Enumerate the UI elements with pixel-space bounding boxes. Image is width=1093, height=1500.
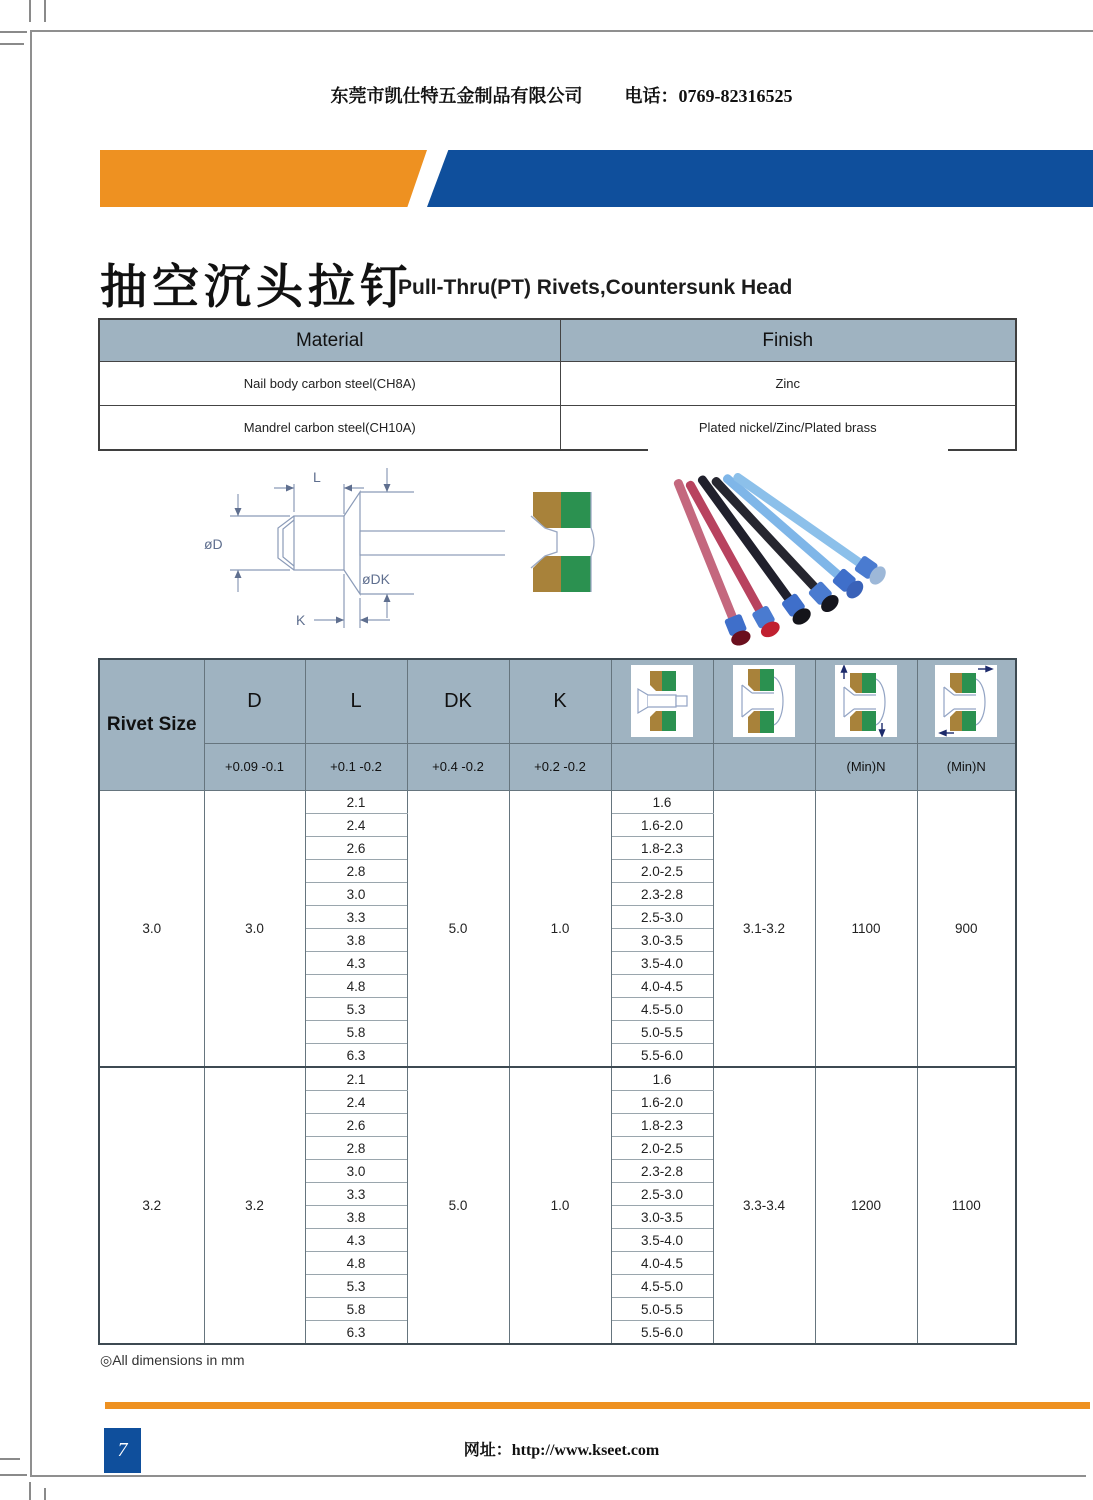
- drill-range-value: 3.3-3.4: [713, 1067, 815, 1344]
- material-finish-table: [98, 318, 1017, 451]
- crop-mark: [0, 1474, 27, 1476]
- tensile-strength-value: 1100: [815, 791, 917, 1068]
- grip-range-value: 3.0-3.5: [611, 1206, 713, 1229]
- grip-range-value: 3.0-3.5: [611, 929, 713, 952]
- l-value: 2.1: [305, 1067, 407, 1091]
- l-value: 4.3: [305, 952, 407, 975]
- grip-range-value: 5.0-5.5: [611, 1021, 713, 1044]
- tolerance-dk: +0.4 -0.2: [407, 743, 509, 790]
- page-title-chinese: 抽空沉头拉钉: [100, 260, 412, 313]
- grip-range-value: 3.5-4.0: [611, 952, 713, 975]
- grip-range-value: 2.0-2.5: [611, 860, 713, 883]
- grip-range-value: 1.6: [611, 791, 713, 814]
- l-value: 6.3: [305, 1044, 407, 1068]
- rivet-tensile-icon: [836, 665, 896, 737]
- grip-range-value: 4.0-4.5: [611, 1252, 713, 1275]
- installed-rivet-section-figure: [505, 472, 615, 612]
- l-value: 3.3: [305, 906, 407, 929]
- col-header-d: D: [204, 659, 305, 743]
- grip-range-value: 4.5-5.0: [611, 998, 713, 1021]
- grip-range-value: 4.0-4.5: [611, 975, 713, 998]
- grip-range-value: 5.0-5.5: [611, 1298, 713, 1321]
- crop-mark: [29, 0, 31, 22]
- crop-mark: [44, 0, 46, 22]
- l-value: 3.8: [305, 929, 407, 952]
- page-number-badge: 7: [104, 1428, 141, 1473]
- l-value: 2.8: [305, 1137, 407, 1160]
- crop-mark: [0, 43, 24, 45]
- l-value: 4.8: [305, 975, 407, 998]
- dk-value: 5.0: [407, 791, 509, 1068]
- page-border-top: [30, 30, 1093, 32]
- finish-header: Finish: [560, 319, 1016, 362]
- k-value: 1.0: [509, 1067, 611, 1344]
- grip-range-value: 4.5-5.0: [611, 1275, 713, 1298]
- rivet-size-value: 3.0: [99, 791, 204, 1068]
- page-border-bottom: [30, 1475, 1086, 1477]
- l-value: 2.6: [305, 837, 407, 860]
- l-value: 5.8: [305, 1298, 407, 1321]
- rivet-spec-table: [98, 658, 1017, 1345]
- rivet-inserted-icon: [632, 665, 692, 737]
- dim-label-L: L: [313, 469, 321, 485]
- grip-range-value: 2.5-3.0: [611, 1183, 713, 1206]
- l-value: 6.3: [305, 1321, 407, 1345]
- banner-orange-stripe: [100, 150, 427, 207]
- l-value: 3.0: [305, 1160, 407, 1183]
- rivet-size-value: 3.2: [99, 1067, 204, 1344]
- rivet-set-icon: [734, 665, 794, 737]
- l-value: 3.0: [305, 883, 407, 906]
- tolerance-drill: [713, 743, 815, 790]
- dk-value: 5.0: [407, 1067, 509, 1344]
- dimensions-footnote: ◎All dimensions in mm: [100, 1352, 245, 1368]
- col-header-rivet-size: Rivet Size: [99, 659, 204, 791]
- l-value: 3.8: [305, 1206, 407, 1229]
- k-value: 1.0: [509, 791, 611, 1068]
- company-phone: 电话：0769-82316525: [624, 86, 793, 106]
- grip-range-value: 2.3-2.8: [611, 1160, 713, 1183]
- shear-strength-value: 900: [917, 791, 1016, 1068]
- drill-range-value: 3.1-3.2: [713, 791, 815, 1068]
- dim-label-DK: øDK: [362, 571, 390, 587]
- grip-range-value: 2.5-3.0: [611, 906, 713, 929]
- dim-label-D: øD: [204, 536, 223, 552]
- col-header-k: K: [509, 659, 611, 743]
- l-value: 2.4: [305, 814, 407, 837]
- page-title-english: Pull-Thru(PT) Rivets,Countersunk Head: [398, 276, 793, 299]
- l-value: 2.6: [305, 1114, 407, 1137]
- material-cell: Mandrel carbon steel(CH10A): [99, 406, 560, 451]
- tolerance-l: +0.1 -0.2: [305, 743, 407, 790]
- l-value: 2.8: [305, 860, 407, 883]
- d-value: 3.0: [204, 791, 305, 1068]
- l-value: 5.3: [305, 998, 407, 1021]
- l-value: 3.3: [305, 1183, 407, 1206]
- grip-range-value: 1.8-2.3: [611, 1114, 713, 1137]
- tolerance-d: +0.09 -0.1: [204, 743, 305, 790]
- l-value: 4.3: [305, 1229, 407, 1252]
- crop-mark: [29, 1482, 31, 1500]
- grip-range-value: 1.6-2.0: [611, 814, 713, 837]
- dim-label-K: K: [296, 612, 306, 628]
- page-border-left: [30, 30, 32, 1476]
- l-value: 2.1: [305, 791, 407, 814]
- footer-website: 网址：http://www.kseet.com: [463, 1442, 660, 1459]
- material-cell: Nail body carbon steel(CH8A): [99, 362, 560, 406]
- col-header-shear-diagram: [917, 659, 1016, 743]
- l-value: 5.8: [305, 1021, 407, 1044]
- grip-range-value: 5.5-6.0: [611, 1321, 713, 1345]
- col-header-tensile-diagram: [815, 659, 917, 743]
- d-value: 3.2: [204, 1067, 305, 1344]
- tolerance-grip: [611, 743, 713, 790]
- grip-range-value: 1.6-2.0: [611, 1091, 713, 1114]
- unit-tensile: (Min)N: [815, 743, 917, 790]
- company-header: [30, 82, 1093, 108]
- l-value: 5.3: [305, 1275, 407, 1298]
- finish-cell: Plated nickel/Zinc/Plated brass: [560, 406, 1016, 451]
- col-header-dk: DK: [407, 659, 509, 743]
- crop-mark: [0, 31, 27, 33]
- material-header: Material: [99, 319, 560, 362]
- footer-accent-bar: [105, 1402, 1090, 1409]
- rivet-shear-icon: [936, 665, 996, 737]
- rivet-product-photo: [648, 448, 948, 658]
- shear-strength-value: 1100: [917, 1067, 1016, 1344]
- grip-range-value: 2.0-2.5: [611, 1137, 713, 1160]
- col-header-grip-diagram: [611, 659, 713, 743]
- l-value: 4.8: [305, 1252, 407, 1275]
- company-name: 东莞市凯仕特五金制品有限公司: [330, 86, 583, 106]
- crop-mark: [44, 1488, 46, 1500]
- banner-blue-stripe: [427, 150, 1093, 207]
- tolerance-k: +0.2 -0.2: [509, 743, 611, 790]
- grip-range-value: 5.5-6.0: [611, 1044, 713, 1068]
- unit-shear: (Min)N: [917, 743, 1016, 790]
- grip-range-value: 2.3-2.8: [611, 883, 713, 906]
- col-header-l: L: [305, 659, 407, 743]
- finish-cell: Zinc: [560, 362, 1016, 406]
- col-header-set-diagram: [713, 659, 815, 743]
- grip-range-value: 1.8-2.3: [611, 837, 713, 860]
- crop-mark: [0, 1458, 20, 1460]
- tensile-strength-value: 1200: [815, 1067, 917, 1344]
- l-value: 2.4: [305, 1091, 407, 1114]
- grip-range-value: 1.6: [611, 1067, 713, 1091]
- grip-range-value: 3.5-4.0: [611, 1229, 713, 1252]
